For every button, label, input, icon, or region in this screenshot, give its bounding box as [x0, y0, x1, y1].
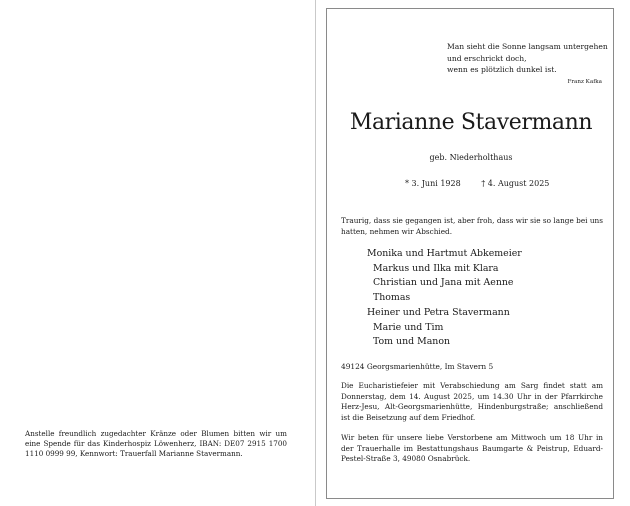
- family-entry: Thomas: [373, 292, 411, 304]
- family-entry: Markus und Ilka mit Klara: [373, 262, 499, 274]
- quote-author: Franz Kafka: [567, 78, 602, 85]
- donation-note: Anstelle freundlich zugedachter Kränze oder Blumen bitten wir um eine Spende für das Kinderhospiz Löwenherz, IBAN: DE07 2915 1700 1110 0999 99, Kennwort: Trauerfall Marianne Stavermann.: [25, 429, 287, 459]
- service-details: Die Eucharistiefeier mit Verabschiedung am Sarg findet statt am Donnerstag, dem 14. August 2025, um 14.30 Uhr in der Pfarrkirche Herz-Jesu, Alt-Georgsmarienhütte, Hindenburgstraße; anschließend ist die Beisetzung auf dem Friedhof.: [341, 381, 603, 422]
- family-address: 49124 Georgsmarienhütte, Im Stavern 5: [341, 362, 494, 371]
- quote-line: Man sieht die Sonne langsam untergehen: [447, 42, 608, 51]
- page-fold: [315, 0, 316, 506]
- death-date: † 4. August 2025: [481, 179, 550, 188]
- family-entry: Christian und Jana mit Aenne: [373, 277, 514, 289]
- family-entry: Monika und Hartmut Abkemeier: [367, 248, 522, 259]
- prayer-details: Wir beten für unsere liebe Verstorbene am Mittwoch um 18 Uhr in der Trauerhalle im Bestattungshaus Baumgarte & Peistrup, Eduard-Pestel-Straße 3, 49080 Osnabrück.: [341, 433, 603, 464]
- birth-date: * 3. Juni 1928: [405, 179, 461, 188]
- family-entry: Marie und Tim: [373, 321, 444, 333]
- life-dates: [405, 179, 549, 188]
- family-list: [367, 247, 597, 350]
- quote-line: wenn es plötzlich dunkel ist.: [447, 65, 557, 75]
- family-entry: Tom und Manon: [373, 336, 451, 348]
- maiden-name: geb. Niederholthaus: [429, 153, 513, 162]
- quote: [447, 41, 608, 87]
- deceased-name: Marianne Stavermann: [349, 110, 593, 135]
- quote-line: und erschrickt doch,: [447, 53, 527, 63]
- farewell-text: Traurig, dass sie gegangen ist, aber froh, dass wir sie so lange bei uns hatten, nehmen wir Abschied.: [341, 216, 603, 236]
- family-entry: Heiner und Petra Stavermann: [367, 306, 510, 318]
